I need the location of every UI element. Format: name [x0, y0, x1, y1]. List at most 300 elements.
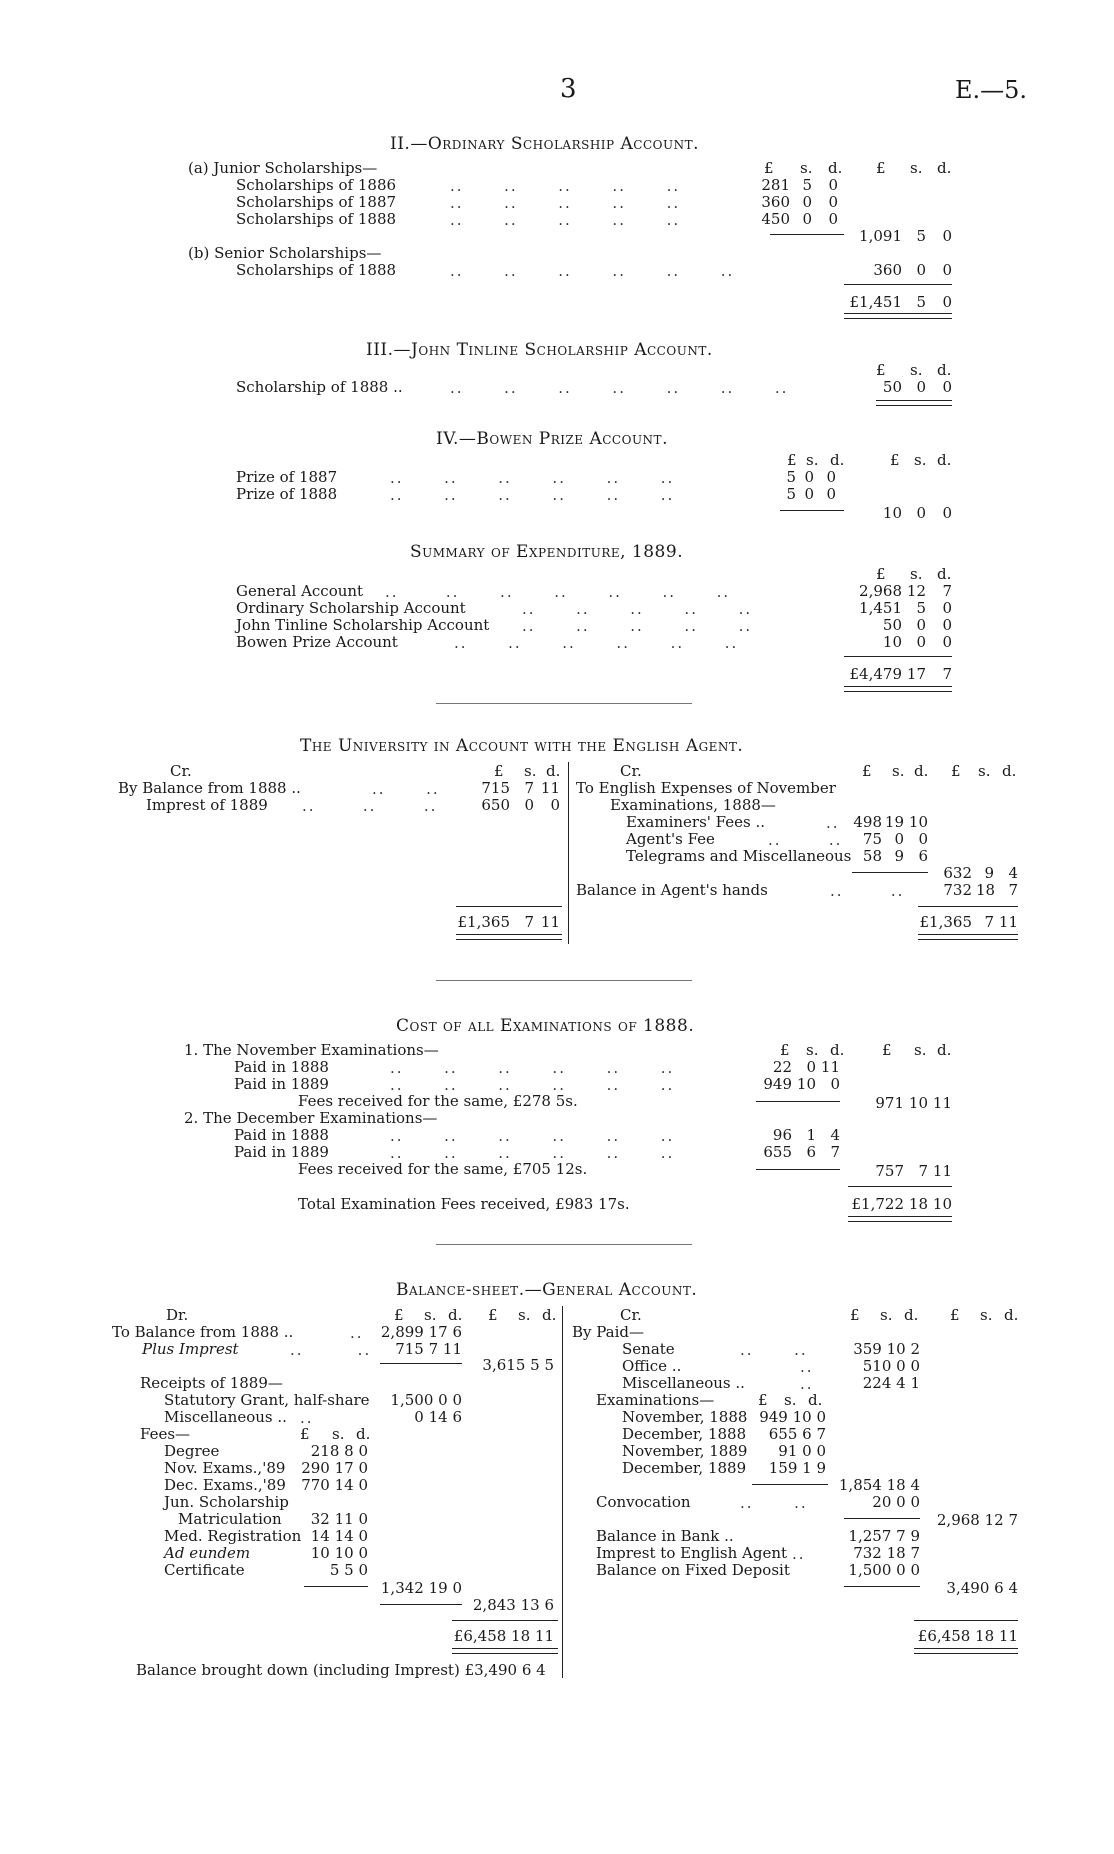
agent-line: Examinations, 1888— — [610, 796, 776, 814]
tinline-title: III.—John Tinline Scholarship Account. — [366, 340, 713, 360]
subtotal-rule — [756, 1101, 840, 1102]
balance-title: Balance-sheet.—General Account. — [396, 1280, 698, 1300]
col-head: d. — [937, 1041, 952, 1059]
amount-shillings: 7 — [524, 779, 534, 797]
row-label: Telegrams and Miscellaneous — [626, 847, 852, 865]
leader-dots: .. .. — [768, 831, 843, 849]
amount-pounds: 360 — [873, 261, 902, 279]
col-head: £ — [876, 565, 886, 583]
total-rule — [844, 656, 952, 657]
right-sub-pence: 4 — [1008, 864, 1018, 882]
dec-total-pence: 11 — [932, 1162, 952, 1180]
row-label: Ad eundem — [164, 1544, 251, 1562]
brought-down-line: Balance brought down (including Imprest) £3,490 6 4 — [136, 1661, 546, 1679]
row-label: General Account — [236, 582, 364, 600]
row-label: December, 1889 — [622, 1459, 747, 1477]
leader-dots: .. — [800, 1375, 814, 1393]
section-separator — [436, 980, 692, 981]
col-head: d. — [937, 159, 952, 177]
dec-total-pounds: 757 — [875, 1162, 904, 1180]
bowen-title: IV.—Bowen Prize Account. — [436, 429, 668, 449]
amount-pence: 0 — [942, 261, 952, 279]
row-label: Agent's Fee — [626, 830, 715, 848]
nov-total-pence: 11 — [932, 1094, 952, 1112]
col-head: £ — [850, 1306, 860, 1324]
amount-shillings: 0 — [802, 193, 812, 211]
agent-line: To English Expenses of November — [576, 779, 836, 797]
subtotal-rule — [380, 1604, 462, 1605]
col-head: s. — [978, 762, 991, 780]
col-head: £ — [890, 451, 900, 469]
agent-title: The University in Account with the English Agent. — [300, 736, 744, 756]
left-head: Cr. — [170, 762, 192, 780]
row-label: Imprest of 1889 — [146, 796, 268, 814]
amount-shillings: 18 — [976, 881, 996, 899]
subtotal-rule — [844, 1518, 920, 1519]
amount: 224 4 1 — [862, 1374, 920, 1392]
leader-dots: .. .. .. — [302, 797, 438, 815]
col-head: d. — [546, 762, 561, 780]
col-head: £ — [882, 1041, 892, 1059]
ordinary-title: II.—Ordinary Scholarship Account. — [390, 134, 700, 154]
leader-dots: .. .. .. .. .. — [522, 617, 753, 635]
row-label: Paid in 1889 — [234, 1143, 329, 1161]
col-head: £ — [488, 1306, 498, 1324]
amount-pence: 4 — [830, 1126, 840, 1144]
amount-pence: 7 — [942, 582, 952, 600]
amount-shillings: 9 — [894, 847, 904, 865]
amount-pence: 0 — [550, 796, 560, 814]
row-label: Ordinary Scholarship Account — [236, 599, 466, 617]
col-head: d. — [830, 1041, 845, 1059]
cr-head: Cr. — [620, 1306, 642, 1324]
amount-pence: 0 — [942, 599, 952, 617]
row-label: Balance in Bank .. — [596, 1527, 734, 1545]
subtotal-rule — [380, 1363, 462, 1364]
leader-dots: .. .. .. .. .. .. — [390, 1076, 675, 1094]
subtotal-rule — [780, 510, 844, 511]
row-label: Senate — [622, 1340, 675, 1358]
col-head: £ — [876, 361, 886, 379]
fees-label: Fees— — [140, 1425, 191, 1443]
leader-dots: .. .. .. .. .. .. .. — [385, 583, 731, 601]
row-label: Scholarships of 1888 — [236, 210, 397, 228]
amount-shillings: 12 — [906, 582, 926, 600]
amount-pounds: 2,968 — [859, 582, 902, 600]
column-divider — [568, 762, 569, 944]
row-label: By Balance from 1888 .. — [118, 779, 301, 797]
amount-shillings: 0 — [806, 1058, 816, 1076]
fees-note: Fees received for the same, £705 12s. — [298, 1160, 588, 1178]
ordinary-total-pence: 0 — [942, 293, 952, 311]
amount-pence: 11 — [820, 1058, 840, 1076]
senior-label: (b) Senior Scholarships— — [188, 244, 382, 262]
amount: 32 11 0 — [310, 1510, 368, 1528]
right-total-pence: 11 — [998, 913, 1018, 931]
leader-dots: .. .. .. .. .. — [450, 211, 681, 229]
col-head: d. — [937, 565, 952, 583]
row-label: Office .. — [622, 1357, 682, 1375]
col-head: s. — [910, 159, 923, 177]
amount-pence: 0 — [918, 830, 928, 848]
amount-shillings: 0 — [804, 485, 814, 503]
amount-shillings: 0 — [804, 468, 814, 486]
col-head: s. — [910, 361, 923, 379]
col-head: £ — [764, 159, 774, 177]
row-label: Scholarships of 1887 — [236, 193, 397, 211]
row-label: Convocation — [596, 1493, 691, 1511]
amount-pounds: 655 — [763, 1143, 792, 1161]
amount: 5 5 0 — [329, 1561, 368, 1579]
amount: 770 14 0 — [301, 1476, 368, 1494]
amount-shillings: 5 — [916, 599, 926, 617]
row-label: Prize of 1888 — [236, 485, 338, 503]
fees-total: 1,342 19 0 — [380, 1579, 462, 1597]
amount-pounds: 5 — [786, 485, 796, 503]
col-head: s. — [806, 1041, 819, 1059]
leader-dots: .. — [826, 814, 840, 832]
row-label: Plus Imprest — [142, 1340, 239, 1358]
leader-dots: .. .. — [290, 1341, 372, 1359]
total-rule — [456, 906, 562, 907]
ordinary-total-shillings: 5 — [916, 293, 926, 311]
amount: 359 10 2 — [853, 1340, 920, 1358]
amount-pounds: 650 — [481, 796, 510, 814]
amount-pounds: 360 — [761, 193, 790, 211]
col-head: £ — [300, 1425, 310, 1443]
col-head: d. — [937, 361, 952, 379]
amount-pence: 7 — [1008, 881, 1018, 899]
amount: 1,500 0 0 — [390, 1391, 462, 1409]
exam-group-label: 1. The November Examinations— — [184, 1041, 439, 1059]
amount-pounds: 96 — [772, 1126, 792, 1144]
double-rule — [452, 1648, 558, 1654]
row-label: Matriculation — [178, 1510, 282, 1528]
col-head: £ — [950, 1306, 960, 1324]
col-head: d. — [828, 159, 843, 177]
double-rule — [914, 1648, 1018, 1654]
exams-total-pounds: £1,722 — [851, 1195, 904, 1213]
col-head: d. — [1002, 762, 1017, 780]
right-total-shillings: 7 — [984, 913, 994, 931]
amount-shillings: 0 — [916, 616, 926, 634]
col-head: d. — [1004, 1306, 1019, 1324]
row-label: Bowen Prize Account — [236, 633, 398, 651]
row-label: Nov. Exams.,'89 — [164, 1459, 286, 1477]
row-label: Degree — [164, 1442, 220, 1460]
page-number: 3 — [560, 74, 577, 104]
col-head: £ — [787, 451, 797, 469]
amount-shillings: 19 — [884, 813, 904, 831]
right-head: Cr. — [620, 762, 642, 780]
amount: 510 0 0 — [862, 1357, 920, 1375]
col-head: s. — [332, 1425, 345, 1443]
amount: 159 1 9 — [768, 1459, 826, 1477]
leader-dots: .. .. .. .. .. — [450, 194, 681, 212]
amount-pounds: 498 — [853, 813, 882, 831]
amount-shillings: 1 — [806, 1126, 816, 1144]
document-code: E.—5. — [955, 76, 1028, 104]
row-label: Scholarships of 1886 — [236, 176, 397, 194]
examinations-label: Examinations— — [596, 1391, 715, 1409]
amount-pounds: 450 — [761, 210, 790, 228]
col-head: d. — [808, 1391, 823, 1409]
amount-pence: 0 — [828, 176, 838, 194]
receipts-total: 2,843 13 6 — [472, 1596, 554, 1614]
subtotal-rule — [844, 1586, 920, 1587]
row-label: Scholarships of 1888 — [236, 261, 397, 279]
col-head: £ — [862, 762, 872, 780]
double-rule — [918, 934, 1018, 940]
amount-pounds: 281 — [761, 176, 790, 194]
row-label: Miscellaneous .. — [164, 1408, 287, 1426]
amount-pence: 10 — [908, 813, 928, 831]
row-label: Jun. Scholarship — [164, 1493, 289, 1511]
total-rule — [914, 1620, 1018, 1621]
row-label: Imprest to English Agent — [596, 1544, 788, 1562]
col-head: s. — [980, 1306, 993, 1324]
amount-pence: 0 — [826, 485, 836, 503]
total-rule — [918, 906, 1018, 907]
row-label: Dec. Exams.,'89 — [164, 1476, 286, 1494]
col-head: d. — [904, 1306, 919, 1324]
section-separator — [436, 1244, 692, 1245]
amount-pounds: 50 — [882, 616, 902, 634]
nov-total-pounds: 971 — [875, 1094, 904, 1112]
amount: 1,257 7 9 — [848, 1527, 920, 1545]
leader-dots: .. .. .. .. .. .. .. — [450, 379, 789, 397]
amount-pounds: 50 — [882, 378, 902, 396]
amount-shillings: 6 — [806, 1143, 816, 1161]
leader-dots: .. .. — [830, 882, 905, 900]
left-total-pounds: £1,365 — [457, 913, 510, 931]
leader-dots: .. .. .. .. .. .. — [390, 1144, 675, 1162]
left-total-pence: 11 — [540, 913, 560, 931]
exams-total-pence: 10 — [932, 1195, 952, 1213]
col-head: s. — [518, 1306, 531, 1324]
leader-dots: .. — [350, 1324, 364, 1342]
amount-pounds: 715 — [481, 779, 510, 797]
amount: 2,899 17 6 — [380, 1323, 462, 1341]
row-label: Paid in 1889 — [234, 1075, 329, 1093]
subtotal-rule — [304, 1586, 368, 1587]
exam-total: 1,854 18 4 — [838, 1476, 920, 1494]
row-label: Statutory Grant, half-share — [164, 1391, 370, 1409]
leader-dots: .. .. .. .. .. .. — [390, 486, 675, 504]
col-head: s. — [914, 451, 927, 469]
summary-total-shillings: 17 — [906, 665, 926, 683]
leader-dots: .. .. — [372, 780, 440, 798]
by-paid-label: By Paid— — [572, 1323, 645, 1341]
row-label: Scholarship of 1888 .. — [236, 378, 403, 396]
leader-dots: .. .. .. .. .. — [522, 600, 753, 618]
nov-total-shillings: 10 — [908, 1094, 928, 1112]
leader-dots: .. .. .. .. .. .. — [390, 1127, 675, 1145]
col-head: d. — [356, 1425, 371, 1443]
amount-shillings: 0 — [916, 261, 926, 279]
leader-dots: .. .. — [740, 1341, 808, 1359]
section-separator — [436, 703, 692, 704]
row-label: Balance in Agent's hands — [576, 881, 768, 899]
row-label: Examiners' Fees .. — [626, 813, 766, 831]
exams-total-shillings: 18 — [908, 1195, 928, 1213]
subtotal-rule — [770, 234, 844, 235]
amount: 218 8 0 — [310, 1442, 368, 1460]
dr-subtotal: 3,615 5 5 — [482, 1356, 554, 1374]
col-head: s. — [880, 1306, 893, 1324]
row-label: Certificate — [164, 1561, 245, 1579]
row-label: November, 1889 — [622, 1442, 748, 1460]
leader-dots: .. .. .. .. .. .. — [390, 1059, 675, 1077]
cr-total: £6,458 18 11 — [917, 1627, 1018, 1645]
right-sub-pounds: 632 — [943, 864, 972, 882]
col-head: £ — [758, 1391, 768, 1409]
amount-pence: 0 — [942, 378, 952, 396]
summary-total-pounds: £4,479 — [849, 665, 902, 683]
exam-group-label: 2. The December Examinations— — [184, 1109, 438, 1127]
row-label: December, 1888 — [622, 1425, 747, 1443]
junior-total-pence: 0 — [942, 227, 952, 245]
double-rule — [844, 686, 952, 692]
col-head: £ — [394, 1306, 404, 1324]
amount-pounds: 949 — [763, 1075, 792, 1093]
amount-pence: 0 — [942, 616, 952, 634]
amount-pounds: 22 — [772, 1058, 792, 1076]
total-rule — [848, 1186, 952, 1187]
row-label: Prize of 1887 — [236, 468, 338, 486]
row-label: John Tinline Scholarship Account — [236, 616, 490, 634]
bank-total: 3,490 6 4 — [946, 1579, 1018, 1597]
amount-pence: 0 — [942, 633, 952, 651]
right-total-pounds: £1,365 — [919, 913, 972, 931]
subtotal-rule — [852, 872, 928, 873]
double-rule — [848, 1216, 952, 1222]
col-head: s. — [806, 451, 819, 469]
col-head: d. — [937, 451, 952, 469]
amount-shillings: 0 — [916, 633, 926, 651]
bowen-total-pounds: 10 — [882, 504, 902, 522]
leader-dots: .. .. .. .. .. .. — [390, 469, 675, 487]
row-label: To Balance from 1888 .. — [112, 1323, 294, 1341]
dr-head: Dr. — [166, 1306, 189, 1324]
fees-note: Fees received for the same, £278 5s. — [298, 1092, 578, 1110]
amount-pence: 6 — [918, 847, 928, 865]
row-label: Paid in 1888 — [234, 1058, 329, 1076]
amount-pounds: 75 — [862, 830, 882, 848]
col-head: £ — [494, 762, 504, 780]
amount: 10 10 0 — [310, 1544, 368, 1562]
amount-shillings: 10 — [796, 1075, 816, 1093]
col-head: s. — [892, 762, 905, 780]
amount: 949 10 0 — [759, 1408, 826, 1426]
col-head: s. — [784, 1391, 797, 1409]
amount: 715 7 11 — [395, 1340, 462, 1358]
amount-pence: 11 — [540, 779, 560, 797]
leader-dots: .. .. .. .. .. — [450, 177, 681, 195]
col-head: d. — [830, 451, 845, 469]
col-head: s. — [424, 1306, 437, 1324]
bowen-total-pence: 0 — [942, 504, 952, 522]
amount: 0 14 6 — [414, 1408, 462, 1426]
right-sub-shillings: 9 — [984, 864, 994, 882]
amount: 20 0 0 — [872, 1493, 920, 1511]
leader-dots: .. — [792, 1545, 806, 1563]
total-rule — [844, 284, 952, 285]
row-label: Med. Registration — [164, 1527, 302, 1545]
paid-total: 2,968 12 7 — [936, 1511, 1018, 1529]
amount: 655 6 7 — [768, 1425, 826, 1443]
amount-pence: 0 — [830, 1075, 840, 1093]
row-label: Paid in 1888 — [234, 1126, 329, 1144]
amount-pounds: 1,451 — [859, 599, 902, 617]
leader-dots: .. — [300, 1409, 314, 1427]
amount-shillings: 0 — [524, 796, 534, 814]
col-head: £ — [951, 762, 961, 780]
junior-label: (a) Junior Scholarships— — [188, 159, 378, 177]
amount-pence: 0 — [828, 210, 838, 228]
leader-dots: .. — [800, 1358, 814, 1376]
exam-total-label: Total Examination Fees received, £983 17s. — [298, 1195, 630, 1213]
amount-pence: 0 — [828, 193, 838, 211]
amount-pounds: 732 — [943, 881, 972, 899]
subtotal-rule — [756, 1169, 840, 1170]
dec-total-shillings: 7 — [918, 1162, 928, 1180]
col-head: s. — [914, 1041, 927, 1059]
amount: 290 17 0 — [301, 1459, 368, 1477]
amount-shillings: 0 — [894, 830, 904, 848]
amount-shillings: 5 — [802, 176, 812, 194]
receipts-label: Receipts of 1889— — [140, 1374, 283, 1392]
double-rule — [844, 313, 952, 319]
col-head: s. — [524, 762, 537, 780]
summary-title: Summary of Expenditure, 1889. — [410, 542, 684, 562]
summary-total-pence: 7 — [942, 665, 952, 683]
subtotal-rule — [752, 1484, 828, 1485]
leader-dots: .. .. .. .. .. .. — [454, 634, 739, 652]
dr-total: £6,458 18 11 — [453, 1627, 554, 1645]
col-head: d. — [542, 1306, 557, 1324]
row-label: Balance on Fixed Deposit — [596, 1561, 790, 1579]
total-rule — [452, 1620, 558, 1621]
col-head: £ — [780, 1041, 790, 1059]
row-label: Miscellaneous .. — [622, 1374, 745, 1392]
col-head: s. — [910, 565, 923, 583]
amount-pounds: 58 — [862, 847, 882, 865]
junior-total-shillings: 5 — [916, 227, 926, 245]
ordinary-total-pounds: £1,451 — [849, 293, 902, 311]
column-divider — [562, 1306, 563, 1678]
amount-pounds: 10 — [882, 633, 902, 651]
junior-total-pounds: 1,091 — [859, 227, 902, 245]
amount: 14 14 0 — [310, 1527, 368, 1545]
amount-pence: 7 — [830, 1143, 840, 1161]
amount-shillings: 0 — [802, 210, 812, 228]
col-head: £ — [876, 159, 886, 177]
amount: 732 18 7 — [853, 1544, 920, 1562]
amount-pounds: 5 — [786, 468, 796, 486]
bowen-total-shillings: 0 — [916, 504, 926, 522]
double-rule — [876, 400, 952, 406]
amount: 1,500 0 0 — [848, 1561, 920, 1579]
amount: 91 0 0 — [778, 1442, 826, 1460]
leader-dots: .. .. — [740, 1494, 808, 1512]
double-rule — [456, 934, 562, 940]
amount-pence: 0 — [826, 468, 836, 486]
col-head: d. — [448, 1306, 463, 1324]
amount-shillings: 0 — [916, 378, 926, 396]
col-head: s. — [800, 159, 813, 177]
exams-title: Cost of all Examinations of 1888. — [396, 1016, 695, 1036]
